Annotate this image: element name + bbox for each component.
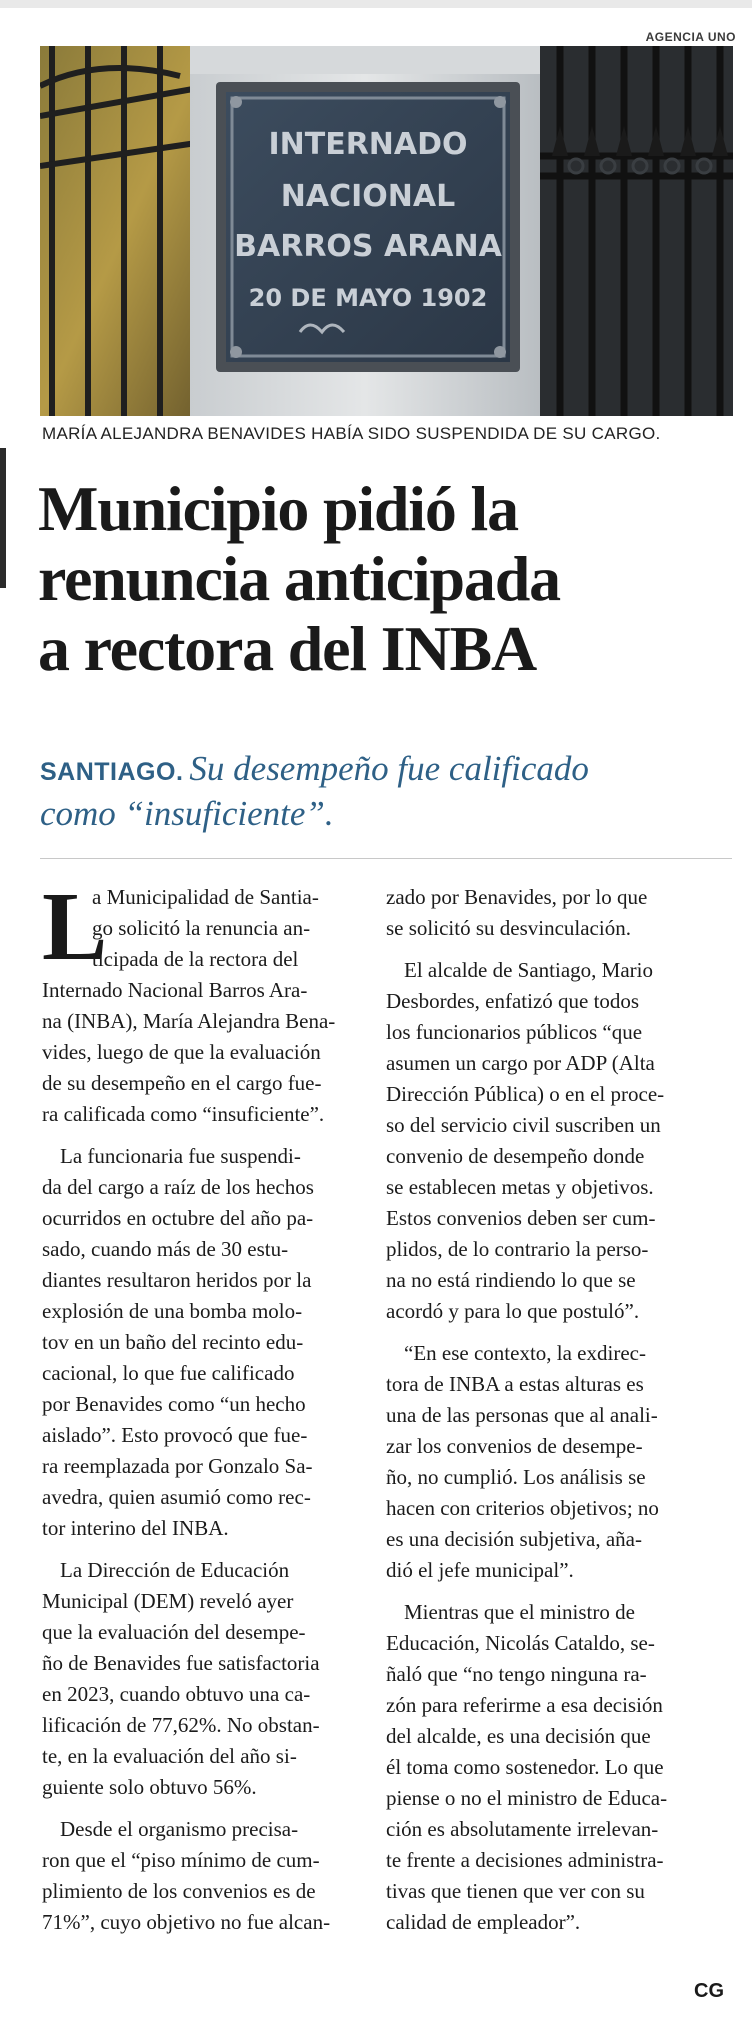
body-line: asumen un cargo por ADP (Alta: [386, 1051, 655, 1075]
body-line: plidos, de lo contrario la perso-: [386, 1237, 649, 1261]
body-line: Mientras que el ministro de: [404, 1600, 635, 1624]
subheadline-text: Su desempeño fue calificado: [189, 749, 589, 788]
body-line: ño, no cumplió. Los análisis se: [386, 1465, 646, 1489]
plaque-line-1: INTERNADO: [268, 127, 468, 162]
body-line: ñaló que “no tengo ninguna ra-: [386, 1662, 647, 1686]
body-line: acordó y para lo que postuló”.: [386, 1299, 640, 1323]
body-line: se solicitó su desvinculación.: [386, 916, 631, 940]
body-line: explosión de una bomba molo-: [42, 1299, 303, 1323]
body-line: Municipal (DEM) reveló ayer: [42, 1589, 294, 1613]
body-line: guiente solo obtuvo 56%.: [42, 1775, 257, 1799]
body-line: ra calificada como “insuficiente”.: [42, 1102, 325, 1126]
body-line: piense o no el ministro de Educa-: [386, 1786, 668, 1810]
plaque-line-3: BARROS ARANA: [234, 229, 502, 264]
body-line: te frente a decisiones administra-: [386, 1848, 664, 1872]
headline: [38, 474, 728, 684]
body-line: Dirección Pública) o en el proce-: [386, 1082, 665, 1106]
body-line: ción es absolutamente irrelevan-: [386, 1817, 659, 1841]
body-line: en 2023, cuando obtuvo una ca-: [42, 1682, 311, 1706]
body-line: 71%”, cuyo objetivo no fue alcan-: [42, 1910, 331, 1934]
body-line: so del servicio civil suscriben un: [386, 1113, 661, 1137]
body-line: calidad de empleador”.: [386, 1910, 581, 1934]
body-line: los funcionarios públicos “que: [386, 1020, 643, 1044]
margin-marker: [0, 448, 6, 588]
body-line: del alcalde, es una decisión que: [386, 1724, 651, 1748]
subheadline: [40, 748, 730, 835]
body-line: ra reemplazada por Gonzalo Sa-: [42, 1454, 313, 1478]
body-line: Desbordes, enfatizó que todos: [386, 989, 640, 1013]
body-line: diantes resultaron heridos por la: [42, 1268, 312, 1292]
body-line: ron que el “piso mínimo de cum-: [42, 1848, 320, 1872]
body-line: ño de Benavides fue satisfactoria: [42, 1651, 320, 1675]
body-line: na (INBA), María Alejandra Bena-: [42, 1009, 336, 1033]
body-line: que la evaluación del desempe-: [42, 1620, 306, 1644]
body-line: zado por Benavides, por lo que: [386, 885, 648, 909]
body-line: zón para referirme a esa decisión: [386, 1693, 663, 1717]
body-line: Estos convenios deben ser cum-: [386, 1206, 656, 1230]
body-line: El alcalde de Santiago, Mario: [404, 958, 653, 982]
plaque-photo-illustration: [40, 46, 733, 416]
headline-line: Municipio pidió la: [38, 473, 518, 544]
body-line: aislado”. Esto provocó que fue-: [42, 1423, 308, 1447]
section-divider: [40, 858, 732, 859]
drop-cap: L: [42, 873, 108, 981]
body-line: él toma como sostenedor. Lo que: [386, 1755, 664, 1779]
photo-credit: AGENCIA UNO: [645, 30, 736, 44]
subheadline-text: como “insuficiente”.: [40, 794, 334, 833]
headline-line: renuncia anticipada: [38, 543, 560, 614]
body-column-left: [42, 873, 362, 1938]
body-line: ocurridos en octubre del año pa-: [42, 1206, 314, 1230]
body-line: vides, luego de que la evaluación: [42, 1040, 321, 1064]
body-line: hacen con criterios objetivos; no: [386, 1496, 659, 1520]
body-line: Internado Nacional Barros Ara-: [42, 978, 308, 1002]
page-top-rule: [0, 0, 752, 8]
body-line: Desde el organismo precisa-: [60, 1817, 299, 1841]
body-line: se establecen metas y objetivos.: [386, 1175, 654, 1199]
body-line: convenio de desempeño donde: [386, 1144, 645, 1168]
body-line: zar los convenios de desempe-: [386, 1434, 643, 1458]
body-line: lificación de 77,62%. No obstan-: [42, 1713, 320, 1737]
body-line: de su desempeño en el cargo fue-: [42, 1071, 322, 1095]
body-line: “En ese contexto, la exdirec-: [404, 1341, 646, 1365]
body-line: a Municipalidad de Santia-: [92, 885, 319, 909]
body-line: una de las personas que al anali-: [386, 1403, 658, 1427]
plaque-line-2: NACIONAL: [280, 179, 456, 214]
body-line: dió el jefe municipal”.: [386, 1558, 574, 1582]
body-line: na no está rindiendo lo que se: [386, 1268, 636, 1292]
body-line: La Dirección de Educación: [60, 1558, 290, 1582]
plaque-line-4: 20 DE MAYO 1902: [248, 284, 488, 312]
article-photo: [40, 46, 733, 416]
photo-caption: MARÍA ALEJANDRA BENAVIDES HABÍA SIDO SUSPENDIDA DE SU CARGO.: [42, 424, 661, 443]
body-column-right: [386, 882, 704, 1938]
body-line: avedra, quien asumió como rec-: [42, 1485, 311, 1509]
body-line: sado, cuando más de 30 estu-: [42, 1237, 289, 1261]
body-line: es una decisión subjetiva, aña-: [386, 1527, 642, 1551]
body-line: te, en la evaluación del año si-: [42, 1744, 297, 1768]
headline-line: a rectora del INBA: [38, 613, 536, 684]
body-line: tor interino del INBA.: [42, 1516, 229, 1540]
body-line: La funcionaria fue suspendi-: [60, 1144, 301, 1168]
body-line: da del cargo a raíz de los hechos: [42, 1175, 314, 1199]
body-line: tov en un baño del recinto edu-: [42, 1330, 304, 1354]
body-line: ticipada de la rectora del: [92, 947, 299, 971]
body-line: Educación, Nicolás Cataldo, se-: [386, 1631, 655, 1655]
author-end-mark: CG: [694, 1980, 724, 2002]
body-line: por Benavides como “un hecho: [42, 1392, 306, 1416]
body-line: go solicitó la renuncia an-: [92, 916, 311, 940]
body-line: tora de INBA a estas alturas es: [386, 1372, 644, 1396]
body-line: plimiento de los convenios es de: [42, 1879, 316, 1903]
body-line: cacional, lo que fue calificado: [42, 1361, 295, 1385]
dateline-place: SANTIAGO.: [40, 758, 184, 786]
body-line: tivas que tienen que ver con su: [386, 1879, 645, 1903]
